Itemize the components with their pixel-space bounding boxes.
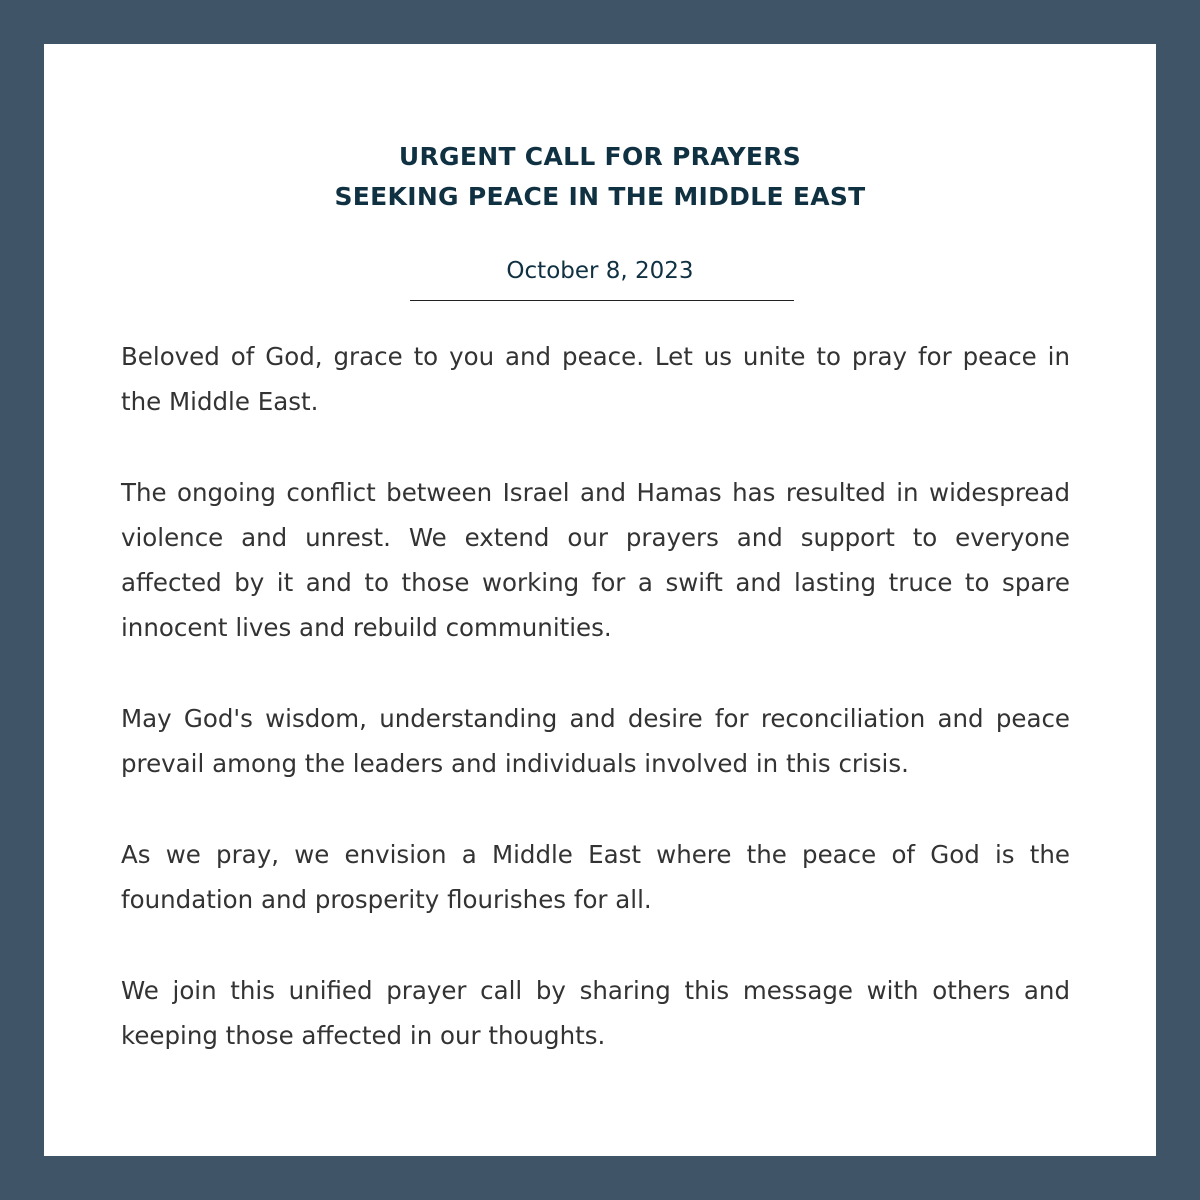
paragraph: Beloved of God, grace to you and peace. Let us unite to pray for peace in the Middle East. [121, 342, 1070, 416]
document-card [44, 44, 1156, 1156]
paragraph: As we pray, we envision a Middle East where the peace of God is the foundation and prosperity flourishes for all. [121, 840, 1070, 914]
body-text [121, 334, 1070, 1104]
divider [410, 300, 794, 301]
paragraph: We join this unified prayer call by sharing this message with others and keeping those affected in our thoughts. [121, 976, 1070, 1050]
paragraph: The ongoing conflict between Israel and Hamas has resulted in widespread violence and unrest. We extend our prayers and support to everyone affected by it and to those working for a swift and lasting truce to spare innocent lives and rebuild communities. [121, 478, 1070, 642]
title-line-2: SEEKING PEACE IN THE MIDDLE EAST [334, 182, 866, 211]
page-title [44, 137, 1156, 217]
title-line-1: URGENT CALL FOR PRAYERS [398, 142, 802, 171]
date-text: October 8, 2023 [506, 258, 694, 284]
paragraph: May God's wisdom, understanding and desire for reconciliation and peace prevail among the leaders and individuals involved in this crisis. [121, 704, 1070, 778]
